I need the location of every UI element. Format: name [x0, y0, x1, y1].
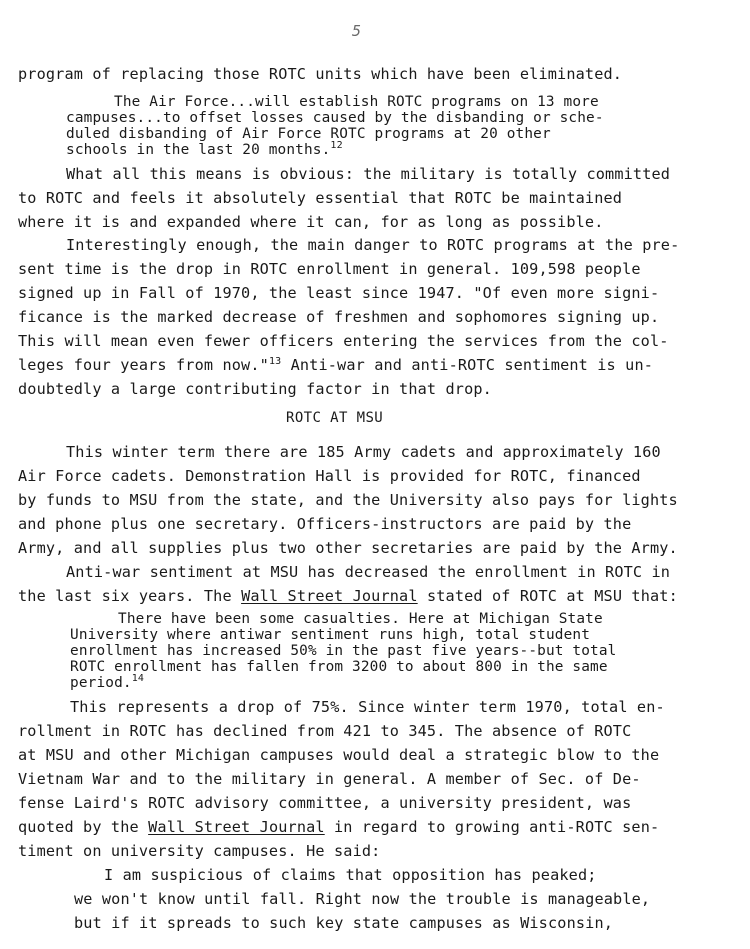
body-line: by funds to MSU from the state, and the University also pays for lights — [18, 491, 678, 509]
body-line: the last six years. The Wall Street Journal stated of ROTC at MSU that: — [18, 587, 678, 605]
body-line: sent time is the drop in ROTC enrollment in general. 109,598 people — [18, 260, 641, 278]
block-quote-line: University where antiwar sentiment runs high, total student — [70, 627, 591, 643]
body-line: signed up in Fall of 1970, the least since 1947. "Of even more signi- — [18, 284, 660, 302]
block-quote-line: I am suspicious of claims that opposition has peaked; — [104, 866, 597, 884]
block-quote-line: we won't know until fall. Right now the trouble is manageable, — [74, 890, 651, 908]
body-line: to ROTC and feels it absolutely essential that ROTC be maintained — [18, 189, 623, 207]
footnote-ref: 14 — [131, 673, 145, 685]
body-line: This winter term there are 185 Army cadets and approximately 160 — [66, 443, 661, 461]
body-line: This represents a drop of 75%. Since winter term 1970, total en- — [70, 698, 665, 716]
body-line: at MSU and other Michigan campuses would deal a strategic blow to the — [18, 746, 660, 764]
block-quote-line: schools in the last 20 months.$^{12}$ — [66, 140, 343, 158]
publication-title: Wall Street Journal — [241, 587, 418, 605]
block-quote-line: campuses...to offset losses caused by the disbanding or sche- — [66, 110, 604, 126]
body-line: Vietnam War and to the military in general. A member of Sec. of De- — [18, 770, 641, 788]
section-heading: ROTC AT MSU — [286, 410, 384, 426]
body-line: fense Laird's ROTC advisory committee, a university president, was — [18, 794, 632, 812]
body-line: quoted by the Wall Street Journal in regard to growing anti-ROTC sen- — [18, 818, 660, 836]
body-line: doubtedly a large contributing factor in that drop. — [18, 380, 492, 398]
footnote-ref: 12 — [330, 140, 343, 152]
body-line: Army, and all supplies plus two other secretaries are paid by the Army. — [18, 539, 678, 557]
body-line: and phone plus one secretary. Officers-instructors are paid by the — [18, 515, 632, 533]
block-quote-line: but if it spreads to such key state campuses as Wisconsin, — [74, 914, 614, 932]
footnote-ref: 13 — [268, 355, 282, 367]
body-line: Air Force cadets. Demonstration Hall is provided for ROTC, financed — [18, 467, 641, 485]
block-quote-line: period.$^{14}$ — [70, 673, 145, 691]
block-quote-line: ROTC enrollment has fallen from 3200 to about 800 in the same — [70, 659, 608, 675]
body-line: What all this means is obvious: the military is totally committed — [66, 165, 671, 183]
page-number: 5 — [352, 22, 362, 40]
body-line: leges four years from now."$^{13}$ Anti-war and anti-ROTC sentiment is un- — [18, 355, 654, 374]
body-line: where it is and expanded where it can, for as long as possible. — [18, 213, 604, 231]
block-quote-line: duled disbanding of Air Force ROTC programs at 20 other — [66, 126, 551, 142]
body-line: Interestingly enough, the main danger to ROTC programs at the pre- — [66, 236, 680, 254]
body-line: rollment in ROTC has declined from 421 to 345. The absence of ROTC — [18, 722, 632, 740]
block-quote-line: The Air Force...will establish ROTC programs on 13 more — [114, 94, 599, 110]
block-quote-line: There have been some casualties. Here at Michigan State — [118, 611, 603, 627]
body-line: program of replacing those ROTC units which have been eliminated. — [18, 65, 623, 83]
body-line: This will mean even fewer officers entering the services from the col- — [18, 332, 669, 350]
publication-title: Wall Street Journal — [148, 818, 325, 836]
block-quote-line: enrollment has increased 50% in the past five years--but total — [70, 643, 617, 659]
body-line: timent on university campuses. He said: — [18, 842, 381, 860]
body-line: ficance is the marked decrease of freshmen and sophomores signing up. — [18, 308, 660, 326]
body-line: Anti-war sentiment at MSU has decreased the enrollment in ROTC in — [66, 563, 671, 581]
